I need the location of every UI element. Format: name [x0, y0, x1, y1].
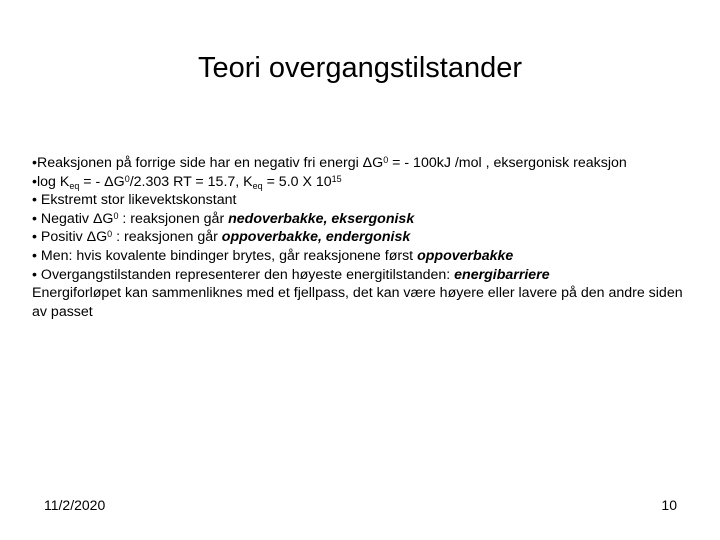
bullet-covalent-bonds: • Men: hvis kovalente bindinger brytes, går reaksjonene først oppoverbakke — [32, 247, 514, 264]
emphasis-energy-barrier: energibarriere — [454, 266, 550, 283]
emphasis-downhill: nedoverbakke, eksergonisk — [228, 210, 415, 227]
bullet-equilibrium-constant: • Ekstremt stor likevektskonstant — [32, 192, 237, 209]
emphasis-uphill: oppoverbakke, endergonisk — [221, 229, 411, 246]
slide-title: Teori overgangstilstander — [197, 52, 522, 84]
slide-date: 11/2/2020 — [44, 497, 106, 513]
bullet-free-energy: •Reaksjonen på forrige side har en negativ fri energi $\Delta G^0$ = - 100kJ /mol , eksergonisk reaksjon — [32, 155, 627, 171]
slide-body — [32, 154, 692, 321]
bullet-positive-dg: • Positiv $\Delta G^0$ : reaksjonen går oppoverbakke, endergonisk — [32, 229, 411, 246]
emphasis-uphill-first: oppoverbakke — [417, 247, 514, 264]
paragraph-mountain-pass: Energiforløpet kan sammenliknes med et fjellpass, det kan være høyere eller lavere på den andre siden av passet — [32, 285, 683, 320]
bullet-log-keq: •log $K_{eq}$ = - $\Delta G^0/2.303$ RT = 15.7, $K_{eq} = 5.0$ X $10^{15}$ — [32, 173, 342, 191]
slide-number: 10 — [661, 497, 677, 513]
bullet-transition-state: • Overgangstilstanden representerer den høyeste energitilstanden: energibarriere — [32, 266, 550, 283]
bullet-negative-dg: • Negativ $\Delta G^0$ : reaksjonen går nedoverbakke, eksergonisk — [32, 210, 415, 227]
